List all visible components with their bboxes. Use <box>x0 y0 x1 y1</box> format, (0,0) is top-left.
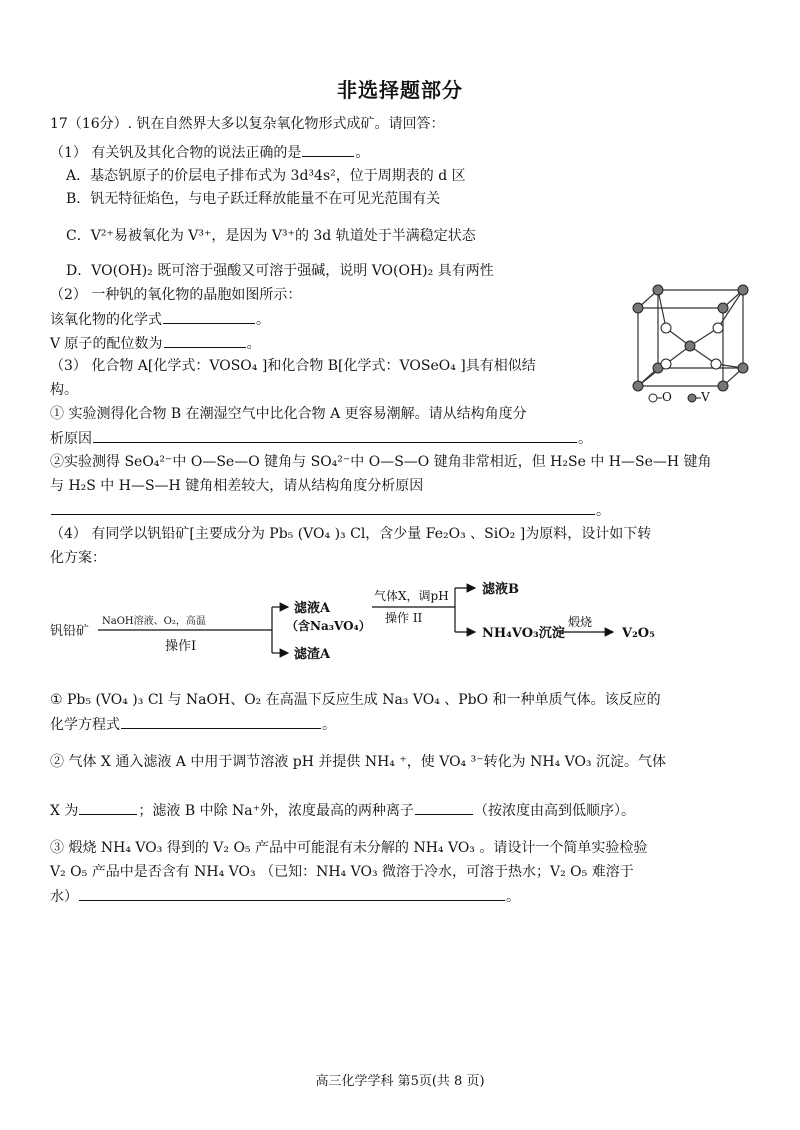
line-end: 。 <box>246 336 261 352</box>
flow-condition-1: NaOH溶液、O₂，高温 <box>102 616 206 627</box>
q17-4-stem-cont: 化方案： <box>50 550 106 566</box>
q17-4-2-x-label: X 为 <box>50 803 79 819</box>
flow-residue-a: 滤渣A <box>294 647 331 660</box>
q17-1-stem <box>50 142 369 163</box>
q17-3-2-text: ②实验测得 SeO₄²⁻中 O—Se—O 键角与 SO₄²⁻中 O—S—O 键角非常相近，但 H₂Se 中 H—Se—H 键角 <box>50 454 712 470</box>
option-c: C．V²⁺易被氧化为 V³⁺，是因为 V³⁺的 3d 轨道处于半满稳定状态 <box>66 228 476 244</box>
q17-3-1-label: 析原因 <box>50 431 92 447</box>
o-atom <box>711 359 721 369</box>
legend-v-label: V <box>701 390 710 404</box>
flow-filtrate-a-note: （含Na₃VO₄） <box>286 619 371 633</box>
flow-operation-2: 操作 II <box>385 611 423 625</box>
q17-4-2-order-note: （按浓度由高到低顺序）。 <box>474 803 636 819</box>
q17-3-1-answer-line <box>50 428 592 449</box>
q17-3-2-answer-line <box>50 500 610 521</box>
process-flowchart <box>50 580 750 660</box>
q17-4-2-ions-label: ；滤液 B 中除 Na⁺外，浓度最高的两种离子 <box>138 803 415 819</box>
v-atom <box>738 285 748 295</box>
answer-blank <box>163 309 255 324</box>
answer-blank <box>121 714 321 729</box>
v-atom <box>685 341 695 351</box>
v-atom <box>718 303 728 313</box>
q17-intro: 17（16分）. 钒在自然界大多以复杂氧化物形式成矿。请回答： <box>50 116 445 132</box>
line-end: 。 <box>322 717 336 733</box>
q17-3-2-text-cont: 与 H₂S 中 H—S—H 键角相差较大，请从结构角度分析原因 <box>50 478 424 494</box>
o-legend-marker <box>648 393 662 403</box>
line-end: 。 <box>596 503 610 519</box>
o-atom <box>661 323 671 333</box>
q17-4-1-text: ① Pb₅ (VO₄ )₃ Cl 与 NaOH、O₂ 在高温下反应生成 Na₃ VO₄ 、PbO 和一种单质气体。该反应的 <box>50 692 661 708</box>
q17-4-1-answer-line <box>50 714 336 735</box>
q17-2-formula-label: 该氧化物的化学式 <box>50 312 162 328</box>
flow-calcine: 煅烧 <box>568 615 593 629</box>
flow-filtrate-a: 滤液A <box>294 601 331 616</box>
q17-4-1-label: 化学方程式 <box>50 717 120 733</box>
v-atom <box>633 303 643 313</box>
q17-1-stem-end: 。 <box>355 145 370 161</box>
q17-4-2-text: ② 气体 X 通入滤液 A 中用于调节溶液 pH 并提供 NH₄ ⁺，使 VO₄ ³⁻转化为 NH₄ VO₃ 沉淀。气体 <box>50 754 666 770</box>
q17-4-stem: （4） 有同学以钒铅矿[主要成分为 Pb₅ (VO₄ )₃ Cl，含少量 Fe₂O₃ 、SiO₂ ]为原料，设计如下转 <box>50 526 652 542</box>
line-end: 。 <box>578 431 592 447</box>
page-footer: 高三化学学科 第5页(共 8 页) <box>315 1074 485 1089</box>
answer-blank <box>79 886 505 901</box>
answer-blank <box>164 333 246 348</box>
answer-blank <box>93 428 577 443</box>
flow-filtrate-b: 滤液B <box>482 582 519 597</box>
q17-2-coord-line <box>50 333 261 354</box>
answer-blank <box>302 142 354 157</box>
flow-operation-1: 操作I <box>165 639 197 654</box>
q17-4-3-answer-line <box>50 886 520 907</box>
q17-4-3-text-cont: V₂ O₅ 产品中是否含有 NH₄ VO₃ （已知：NH₄ VO₃ 微溶于冷水，可溶于热水；V₂ O₅ 难溶于 <box>50 864 634 880</box>
flow-product: V₂O₅ <box>622 626 655 641</box>
legend-o-label: O <box>662 390 672 404</box>
flow-ore: 钒铅矿 <box>50 624 90 639</box>
page-title: 非选择题部分 <box>337 78 463 102</box>
q17-2-formula-line <box>50 309 270 330</box>
answer-blank <box>415 800 473 815</box>
crystal-legend <box>648 390 710 404</box>
v-atom <box>738 363 748 373</box>
q17-3-stem-cont: 构。 <box>50 382 78 398</box>
q17-3-1-text: ① 实验测得化合物 B 在潮湿空气中比化合物 A 更容易潮解。请从结构角度分 <box>50 406 527 422</box>
option-b: B．钒无特征焰色，与电子跃迁释放能量不在可见光范围有关 <box>66 191 441 207</box>
flow-condition-2: 气体X，调pH <box>374 589 449 603</box>
v-atom <box>718 381 728 391</box>
q17-4-3-label: 水） <box>50 889 78 905</box>
answer-blank <box>79 800 137 815</box>
line-end: 。 <box>506 889 520 905</box>
flow-precipitate: NH₄VO₃沉淀 <box>482 626 565 641</box>
v-legend-marker <box>687 393 701 403</box>
o-atom <box>713 323 723 333</box>
q17-4-3-text: ③ 煅烧 NH₄ VO₃ 得到的 V₂ O₅ 产品中可能混有未分解的 NH₄ VO₃ 。请设计一个简单实验检验 <box>50 840 648 856</box>
option-d: D．VO(OH)₂ 既可溶于强酸又可溶于强碱，说明 VO(OH)₂ 具有两性 <box>66 263 494 279</box>
o-atom <box>661 359 671 369</box>
v-atom <box>633 381 643 391</box>
q17-3-stem: （3） 化合物 A[化学式：VOSO₄ ]和化合物 B[化学式：VOSeO₄ ]具有相似结 <box>50 358 536 374</box>
q17-4-2-answer-line <box>50 800 635 821</box>
v-atom <box>653 285 663 295</box>
q17-2-coord-label: V 原子的配位数为 <box>50 336 163 352</box>
q17-2-stem: （2） 一种钒的氧化物的晶胞如图所示： <box>50 287 302 303</box>
option-a: A．基态钒原子的价层电子排布式为 3d³4s²，位于周期表的 d 区 <box>66 168 466 184</box>
line-end: 。 <box>256 312 270 328</box>
q17-1-stem-text: （1） 有关钒及其化合物的说法正确的是 <box>50 145 302 161</box>
answer-blank <box>51 500 595 515</box>
